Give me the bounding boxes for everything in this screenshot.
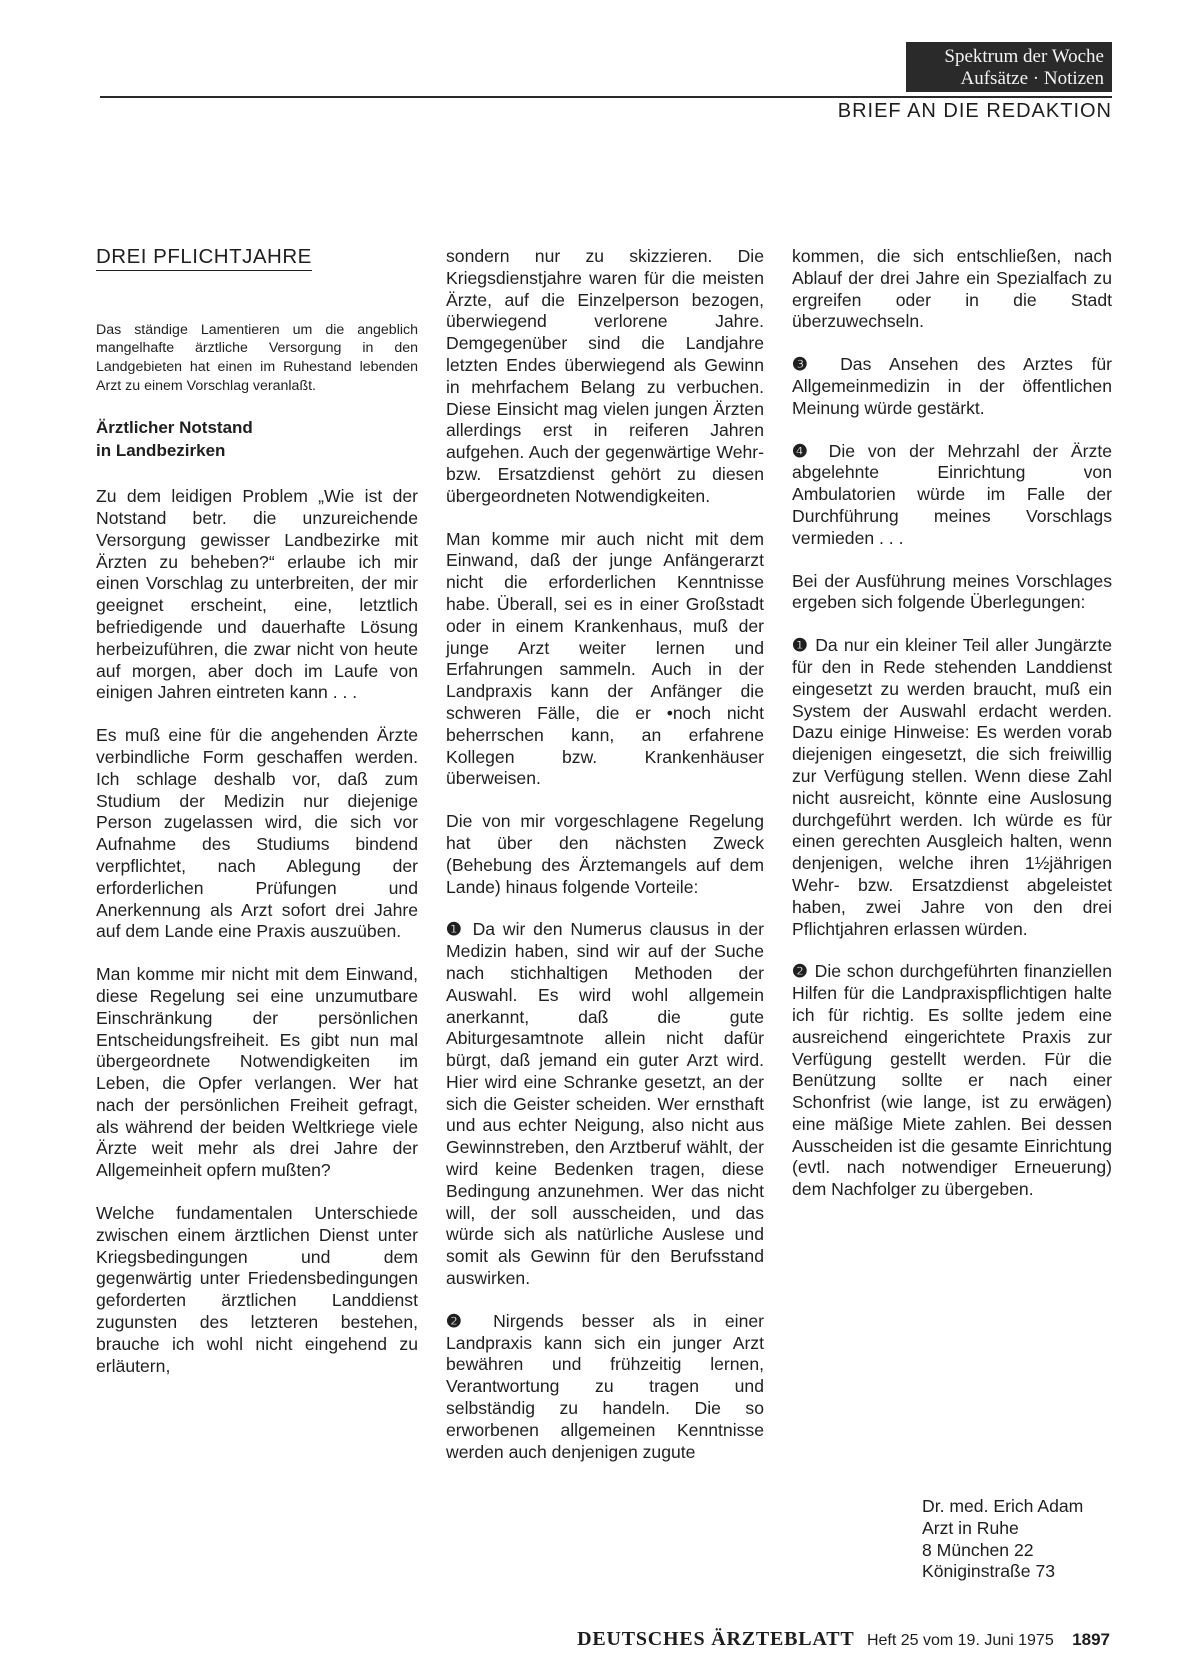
paragraph: Die von mir vorgeschlagene Regelung hat über den nächsten Zweck (Behebung des Ärztemangels auf dem Lande) hinaus folgende Vorteile: bbox=[446, 811, 764, 897]
subheading-line-1: Ärztlicher Notstand bbox=[96, 418, 253, 438]
signature-name: Dr. med. Erich Adam bbox=[922, 1496, 1084, 1516]
number-marker-icon: ❶ bbox=[792, 635, 810, 656]
signature-street: Königinstraße 73 bbox=[922, 1561, 1056, 1582]
paragraph: sondern nur zu skizzieren. Die Kriegsdienstjahre waren für die meisten Ärzte, auf die Einzelperson bezogen, überwiegend verlorene Jahre. Demgegenüber sind die Landjahre letzten Endes überwiegend als Gewinn in mehrfachem Belang zu verbuchen. Diese Einsicht mag vielen jungen Ärzten allerdings erst in reiferen Jahren aufgehen. Auch der gegenwärtige Wehr- bzw. Ersatzdienst gehört zu diesen übergeordneten Notwendigkeiten. bbox=[446, 246, 764, 506]
paragraph-text: Das Ansehen des Arztes für Allgemeinmedizin in der öffentlichen Meinung würde gestärkt. bbox=[792, 354, 1112, 418]
section-tag-line-2: Aufsätze · Notizen bbox=[960, 68, 1104, 89]
journal-name: DEUTSCHES ÄRZTEBLATT bbox=[577, 1628, 855, 1650]
number-marker-icon: ❹ bbox=[792, 440, 816, 461]
paragraph: Zu dem leidigen Problem „Wie ist der Notstand betr. die unzureichende Versorgung gewisser Landbezirke mit Ärzten zu beheben?“ erlaube ich mir einen Vorschlag zu unterbreiten, der mir geeignet erscheint, eine, letztlich befriedigende und dauerhafte Lösung herbeizuführen, die zwar nicht von heute auf morgen, aber doch im Laufe von einigen Jahren eintreten kann . . . bbox=[96, 486, 418, 703]
column-3 bbox=[792, 246, 1112, 1201]
paragraph: Es muß eine für die angehenden Ärzte verbindliche Form geschaffen werden. Ich schlage deshalb vor, daß zum Studium der Medizin nur diejenige Person zugelassen wird, die sich vor Aufnahme des Studiums bindend verpflichtet, nach Ablegung der erforderlichen Prüfungen und Anerkennung als Arzt sofort drei Jahre auf dem Lande eine Praxis auszuüben. bbox=[96, 725, 418, 942]
numbered-paragraph bbox=[792, 441, 1112, 550]
article-title: DREI PFLICHTJAHRE bbox=[96, 246, 312, 271]
page-number: 1897 bbox=[1072, 1630, 1110, 1649]
number-marker-icon: ❸ bbox=[792, 354, 822, 375]
paragraph: Man komme mir nicht mit dem Einwand, diese Regelung sei eine unzumutbare Einschränkung der persönlichen Entscheidungsfreiheit. Es gibt nun mal übergeordnete Notwendigkeiten im Leben, die Opfer verlangen. Wer hat nach der persönlichen Freiheit gefragt, als während der beiden Weltkriege viele Ärzte weit mehr als drei Jahre der Allgemeinheit opfern mußten? bbox=[96, 964, 418, 1181]
paragraph: Welche fundamentalen Unterschiede zwischen einem ärztlichen Dienst unter Kriegsbedingungen und dem gegenwärtig unter Friedensbedingungen geforderten ärztlichen Landdienst zugunsten des letzteren bestehen, brauche ich wohl nicht eingehend zu erläutern, bbox=[96, 1203, 418, 1376]
signature-title: Arzt in Ruhe bbox=[922, 1517, 1019, 1538]
author-signature bbox=[922, 1496, 1083, 1583]
section-tag bbox=[906, 42, 1112, 92]
section-label: BRIEF AN DIE REDAKTION bbox=[837, 100, 1112, 122]
number-marker-icon: ❶ bbox=[446, 919, 465, 940]
header-rule bbox=[100, 96, 1112, 98]
number-marker-icon: ❷ bbox=[446, 1310, 475, 1331]
issue-info: Heft 25 vom 19. Juni 1975 bbox=[866, 1632, 1054, 1649]
numbered-paragraph bbox=[446, 919, 764, 1290]
numbered-paragraph bbox=[792, 961, 1112, 1201]
numbered-paragraph bbox=[792, 354, 1112, 419]
page-footer bbox=[577, 1628, 1110, 1651]
paragraph-text: Da wir den Numerus clausus in der Medizin haben, sind wir auf der Suche nach stichhaltigen Methoden der Auswahl. Es wird wohl allgemein anerkannt, daß die gute Abiturgesamtnote allein nicht dafür bürgt, daß jemand ein guter Arzt wird. Hier wird eine Schranke gesetzt, an der sich die Geister scheiden. Wer ernsthaft und aus echter Neigung, also nicht aus Gewinnstreben, den Arztberuf wählt, der wird keine Bedenken tragen, diese Bedingung anzunehmen. Wer das nicht will, der soll ausscheiden, und das würde sich als natürliche Auslese und somit als Gewinn für den Berufsstand auswirken. bbox=[446, 919, 765, 1289]
paragraph-text: Nirgends besser als in einer Landpraxis kann sich ein junger Arzt bewähren und frühzeitig lernen, Verantwortung zu tragen und selbständig zu handeln. Die so erworbenen allgemeinen Kenntnisse werden auch denjenigen zugute bbox=[446, 1310, 765, 1462]
number-marker-icon: ❷ bbox=[792, 961, 809, 982]
paragraph-text: Da nur ein kleiner Teil aller Jungärzte für den in Rede stehenden Landdienst eingesetzt zu werden braucht, muß ein System der Auswahl erdacht werden. Dazu einige Hinweise: Es werden vorab diejenigen eingesetzt, die sich freiwillig zur Verfügung stellen. Wenn diese Zahl nicht ausreicht, könnte eine Auslosung durchgeführt werden. Ich würde es für einen gerechten Ausgleich halten, wenn denjenigen, welche ihren 1½jährigen Wehr- bzw. Ersatzdienst abgeleistet haben, zwei Jahre von den drei Pflichtjahren erlassen würden. bbox=[792, 635, 1112, 939]
column-2 bbox=[446, 246, 764, 1463]
signature-city: 8 München 22 bbox=[922, 1539, 1034, 1560]
paragraph: kommen, die sich entschließen, nach Ablauf der drei Jahre ein Spezialfach zu ergreifen oder in die Stadt überzuwechseln. bbox=[792, 246, 1112, 332]
column-1 bbox=[96, 246, 418, 1377]
paragraph-text: Die von der Mehrzahl der Ärzte abgelehnte Einrichtung von Ambulatorien würde im Falle der Durchführung meines Vorschlags vermieden . . . bbox=[792, 440, 1112, 548]
numbered-paragraph bbox=[792, 635, 1112, 940]
subheading-line-2: in Landbezirken bbox=[96, 441, 226, 461]
paragraph: Bei der Ausführung meines Vorschlages ergeben sich folgende Überlegungen: bbox=[792, 570, 1112, 613]
numbered-paragraph bbox=[446, 1311, 764, 1464]
paragraph-text: Die schon durchgeführten finanziellen Hilfen für die Landpraxispflichtigen halte ich für richtig. Es sollte jedem eine ausreichend eingerichtete Praxis zur Verfügung gestellt werden. Für die Benützung sollte er nach einer Schonfrist (wie lange, ist zu erwägen) eine mäßige Miete zahlen. Bei dessen Ausscheiden ist die gesamte Einrichtung (evtl. nach notwendiger Erneuerung) dem Nachfolger zu übergeben. bbox=[792, 961, 1112, 1200]
paragraph: Man komme mir auch nicht mit dem Einwand, daß der junge Anfängerarzt nicht die erforderlichen Kenntnisse habe. Überall, sei es in einer Großstadt oder in einem Krankenhaus, muß der junge Arzt weiter lernen und Erfahrungen sammeln. Auch in der Landpraxis kann der Anfänger die schweren Fälle, die er •noch nicht beherrschen kann, an erfahrene Kollegen bzw. Krankenhäuser überweisen. bbox=[446, 528, 764, 789]
subheading bbox=[96, 416, 418, 462]
article-intro: Das ständige Lamentieren um die angeblich mangelhafte ärztliche Versorgung in den Landgebieten hat einen im Ruhestand lebenden Arzt zu einem Vorschlag veranlaßt. bbox=[96, 321, 418, 394]
section-tag-line-1: Spektrum der Woche bbox=[944, 46, 1104, 67]
